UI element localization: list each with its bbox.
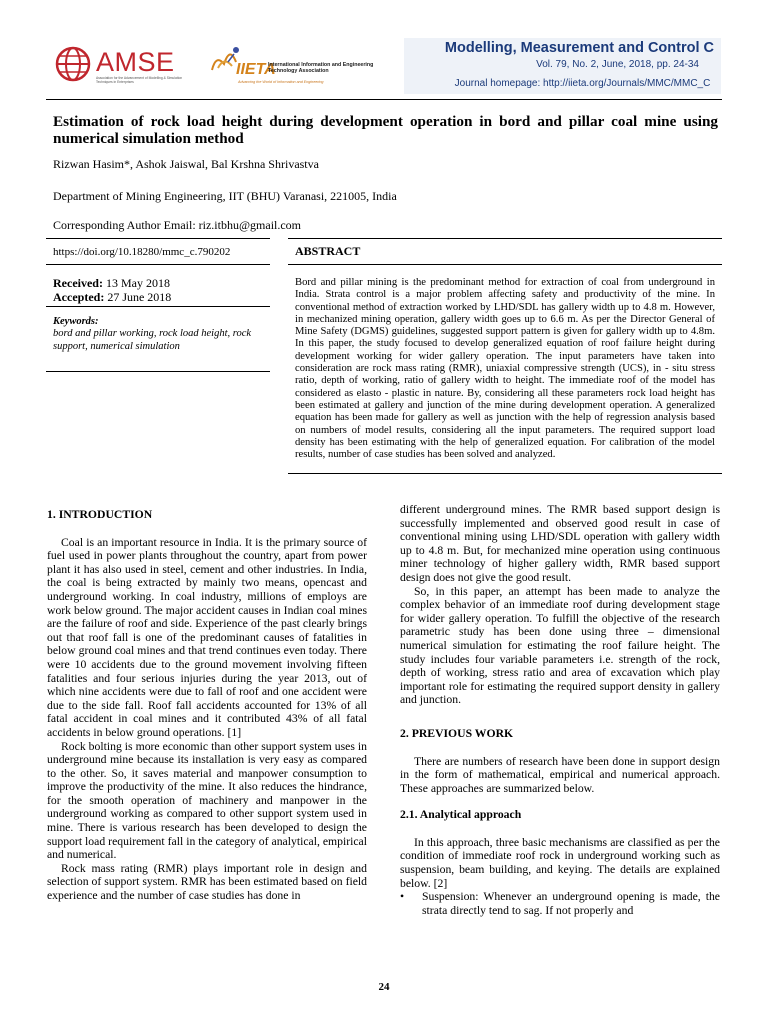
journal-title: Modelling, Measurement and Control C xyxy=(444,40,714,56)
article-title: Estimation of rock load height during development operation in bord and pillar coal mine using numerical simulation method xyxy=(53,113,718,147)
accepted-date: 27 June 2018 xyxy=(107,290,172,304)
journal-volume: Vol. 79, No. 2, June, 2018, pp. 24-34 xyxy=(536,59,699,70)
ieta-logo-text: IIETA xyxy=(236,61,276,78)
subsection-heading-analytical: 2.1. Analytical approach xyxy=(400,808,522,822)
divider xyxy=(288,473,722,474)
abstract-text: Bord and pillar mining is the predominant method for extraction of coal from underground in India. Strata control is a major problem affecting safety and productivity of the mine. In conventional method of extraction worked by LHD/SDL has gallery width up to 4.8 m. However, in mechanized mining operation, gallery width goes up to 6.6 m. As per the Director General of Mine Safety (DGMS) guidelines, suggested support pattern is given for gallery width up to 4.8m. In this paper, the study focused to develop generalized equation of roof failure height during development working for wider gallery operation. The input parameters have taken into consideration are rock mass rating (RMR), uniaxial compressive strength (UCS), in - situ stress ratio, depth of working, ratio of gallery width to height. The immediate roof of the model has considered as elasto - plastic in nature. By, considering all these parameters rock load height has been estimated at gallery and junction of the mine during development operation. A generalized equation has been made for gallery as well as junction with the help of regression analysis based on numbers of model results, considering all the input parameters. The required support load density has been estimating with the help of generalized equation. For calibration of the model results, number of case studies has been solved and analyzed. xyxy=(295,277,715,461)
paragraph: different underground mines. The RMR based support design is successfully implemented and observed good result in case of conventional mining using LHD/SDL operation with gallery width up to 4.8 m. But, for mechanized mine operation using continuous miner technology of higher gallery width, RMR based support design does not give the good result. xyxy=(400,503,720,584)
divider xyxy=(46,371,270,372)
amse-globe-icon xyxy=(55,46,91,82)
divider xyxy=(288,264,722,265)
ieta-tagline: Advancing the World of Information and Engineering xyxy=(238,80,324,84)
paragraph: There are numbers of research have been done in support design in the form of mathematical, empirical and numerical approach. These approaches are summarized below. xyxy=(400,754,720,795)
keywords-label: Keywords: xyxy=(53,316,99,327)
paragraph: Coal is an important resource in India. It is the primary source of fuel used in power plants throughout the country, apart from power plant it has also used in steel, cement and other industries. In India, the coal is being extracted by mainly two means, opencast and underground working. In coal industry, millions of employs are work below ground. The major accident causes in Indian coal mines are the failure of roof and side. Experience of the past clearly brings out that roof fall is one of the predominant causes of fatalities in below ground coal mines and that trend continues even today. There were 10 accidents due to the ground movement involving fifteen fatalities and four serious injuries during the year 2013, out of which nine accidents were due to fall of roof and one accident were due to the side fall. Roof fall accidents accounted for 13% of all fatal accident in coal mines and it contributed 43% of all fatal accidents in below ground operations. [1] xyxy=(47,535,367,739)
journal-homepage-link[interactable]: Journal homepage: http://iieta.org/Journals/MMC/MMC_C xyxy=(454,78,711,89)
bullet-text: Suspension: Whenever an underground opening is made, the strata directly tend to sag. If not properly and xyxy=(422,890,720,917)
paragraph: So, in this paper, an attempt has been made to analyze the complex behavior of an immediate roof during development stage for wider gallery operation. To fulfill the objective of the research parametric study has been done using three – dimensional numerical simulation for estimating the roof failure height. The study includes four variable parameters i.e. strength of the rock, depth of working, stress ratio and area of excavation which play important role for estimating the required support density in gallery and junction. xyxy=(400,584,720,707)
section-heading-previous-work: 2. PREVIOUS WORK xyxy=(400,726,514,740)
doi-link[interactable]: https://doi.org/10.18280/mmc_c.790202 xyxy=(53,246,231,258)
accepted-label: Accepted: xyxy=(53,290,105,304)
bullet-icon: • xyxy=(400,890,405,904)
left-column xyxy=(47,508,367,903)
divider xyxy=(46,264,270,265)
divider xyxy=(46,306,270,307)
page-number: 24 xyxy=(378,981,390,993)
amse-subtitle: Association for the Advancement of Modelling & Simulation Techniques in Enterprises xyxy=(96,76,183,84)
ieta-name: International Information and Engineering Technology Association xyxy=(268,62,374,74)
amse-logo-text: AMSE xyxy=(96,47,175,77)
list-item xyxy=(400,890,720,917)
divider xyxy=(46,238,270,239)
keywords-block xyxy=(53,316,265,353)
keywords-list: bord and pillar working, rock load height, rock support, numerical simulation xyxy=(53,328,252,352)
divider xyxy=(288,238,722,239)
article-dates xyxy=(53,276,171,304)
received-date: 13 May 2018 xyxy=(105,276,170,290)
right-column xyxy=(400,503,720,917)
abstract-heading: ABSTRACT xyxy=(295,244,361,258)
paragraph: Rock mass rating (RMR) plays important role in design and selection of support system. RMR has been estimated based on field experience and the number of case studies has done in xyxy=(47,861,367,903)
received-label: Received: xyxy=(53,276,103,290)
corresponding-email[interactable]: Corresponding Author Email: riz.itbhu@gmail.com xyxy=(53,218,302,232)
paragraph: Rock bolting is more economic than other support system uses in underground mine because its installation is very easy as compared to the other. So, it saves material and manpower consumption to improve the productivity of the mine. It also reduces the hindrance, for the smooth operation of machinery and manpower in the underground working as compared to other support system used in mine. There is various research has been developed to design the support load requirement fall in the category of analytical, empirical and numerical. xyxy=(47,739,367,862)
affiliation: Department of Mining Engineering, IIT (BHU) Varanasi, 221005, India xyxy=(53,189,397,203)
header-divider xyxy=(46,99,722,100)
paragraph: In this approach, three basic mechanisms are classified as per the condition of immediate roof rock in underground working such as suspension, beam building, and keying. The details are explained below. [2] xyxy=(400,835,720,890)
author-list: Rizwan Hasim*, Ashok Jaiswal, Bal Krshna Shrivastva xyxy=(53,157,319,171)
section-heading-introduction: 1. INTRODUCTION xyxy=(47,508,153,521)
